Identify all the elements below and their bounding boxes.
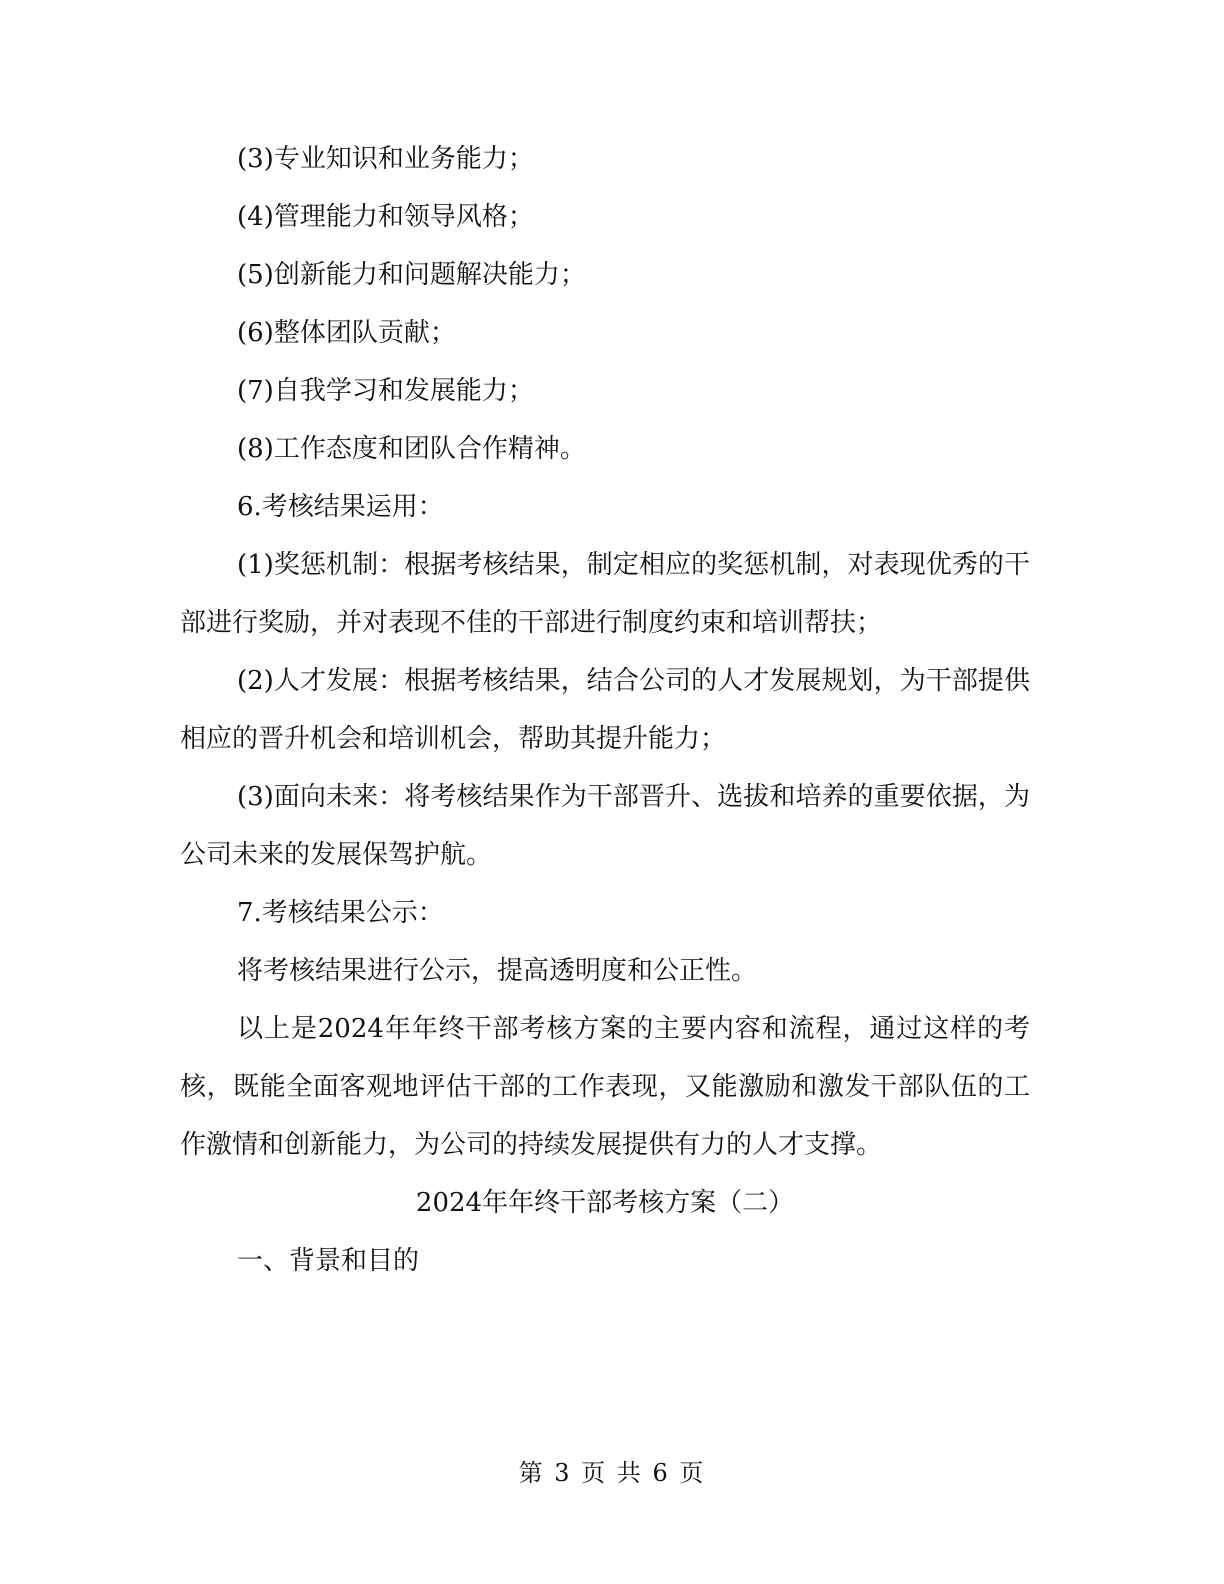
result-use-item-3: (3)面向未来：将考核结果作为干部晋升、选拔和培养的重要依据，为公司未来的发展保驾护航。 bbox=[180, 782, 1030, 870]
list-item-3: (3)专业知识和业务能力； bbox=[237, 144, 534, 174]
list-item-5: (5)创新能力和问题解决能力； bbox=[237, 260, 586, 290]
section-heading: 一、背景和目的 bbox=[237, 1246, 420, 1276]
section-6-heading: 6.考核结果运用： bbox=[237, 492, 444, 522]
list-item-7: (7)自我学习和发展能力； bbox=[237, 376, 534, 406]
section-title: 2024年年终干部考核方案（二） bbox=[415, 1188, 795, 1218]
section-7-heading: 7.考核结果公示： bbox=[237, 898, 444, 928]
page-footer: 第 3 页 共 6 页 bbox=[518, 1459, 706, 1487]
list-item-4: (4)管理能力和领导风格； bbox=[237, 202, 534, 232]
list-item-8: (8)工作态度和团队合作精神。 bbox=[237, 434, 586, 464]
publicity-paragraph: 将考核结果进行公示，提高透明度和公正性。 bbox=[237, 956, 758, 986]
result-use-item-2: (2)人才发展：根据考核结果，结合公司的人才发展规划，为干部提供相应的晋升机会和培训机会，帮助其提升能力； bbox=[180, 666, 1030, 754]
summary-paragraph: 以上是2024年年终干部考核方案的主要内容和流程，通过这样的考核，既能全面客观地评估干部的工作表现，又能激励和激发干部队伍的工作激情和创新能力，为公司的持续发展提供有力的人才支撑。 bbox=[180, 1014, 1030, 1160]
result-use-item-1: (1)奖惩机制：根据考核结果，制定相应的奖惩机制，对表现优秀的干部进行奖励，并对表现不佳的干部进行制度约束和培训帮扶； bbox=[180, 550, 1030, 638]
document-body bbox=[180, 130, 1030, 1290]
list-item-6: (6)整体团队贡献； bbox=[237, 318, 456, 348]
